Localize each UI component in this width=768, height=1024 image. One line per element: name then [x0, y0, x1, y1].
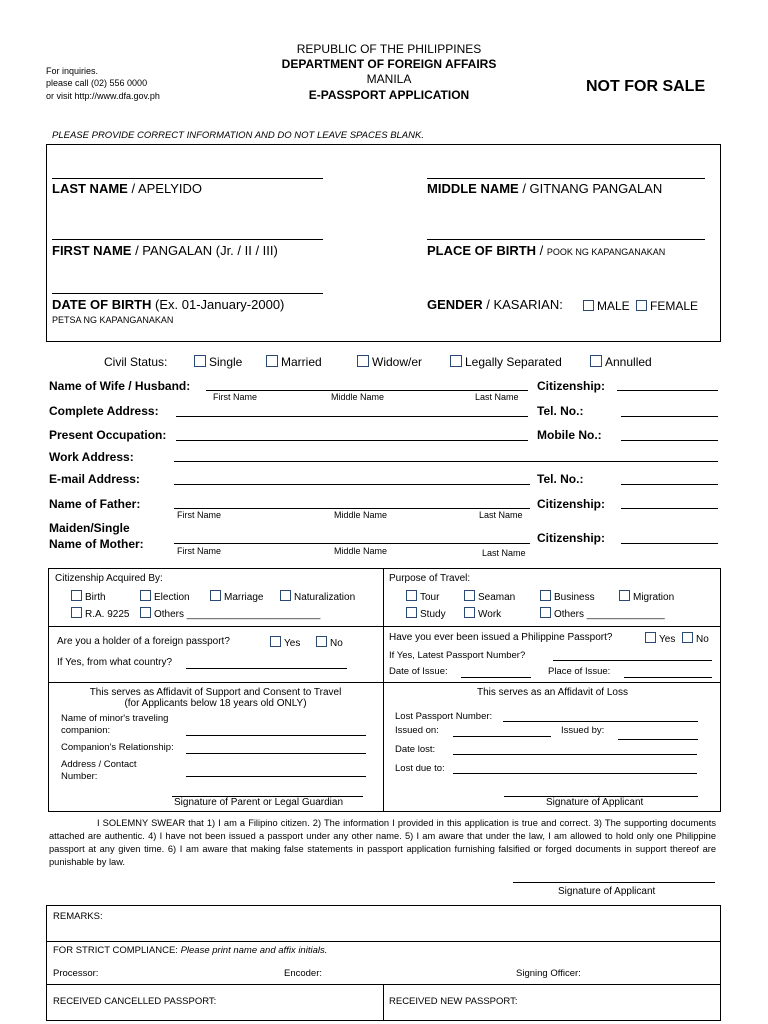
dob-sub-label: PETSA NG KAPANGANAKAN — [52, 315, 174, 325]
first-name-label: FIRST NAME / PANGALAN (Jr. / II / III) — [52, 243, 278, 258]
father-middle-sub: Middle Name — [334, 510, 388, 520]
civil-widow-option[interactable]: Widow/er — [357, 355, 422, 369]
tel-line[interactable] — [621, 416, 718, 417]
guardian-signature-label: Signature of Parent or Legal Guardian — [174, 797, 343, 808]
grid-divider-2 — [48, 682, 721, 683]
father-citizenship-line[interactable] — [621, 508, 718, 509]
received-cancelled-label: RECEIVED CANCELLED PASSPORT: — [53, 996, 217, 1007]
last-name-label: LAST NAME / APELYIDO — [52, 181, 203, 196]
checkbox-icon[interactable] — [194, 355, 206, 367]
mother-label-line1: Maiden/Single — [49, 521, 130, 535]
lost-due-line[interactable] — [453, 773, 697, 774]
republic-heading: REPUBLIC OF THE PHILIPPINES — [296, 42, 482, 56]
address-line[interactable] — [176, 416, 528, 417]
mother-last-sub: Last Name — [482, 548, 526, 558]
dob-line[interactable] — [52, 293, 323, 294]
checkbox-icon[interactable] — [590, 355, 602, 367]
mother-line[interactable] — [174, 543, 530, 544]
lost-due-label: Lost due to: — [395, 763, 445, 774]
ph-latest-line[interactable] — [553, 660, 712, 661]
issued-on-label: Issued on: — [395, 725, 439, 736]
date-lost-line[interactable] — [453, 754, 697, 755]
tel2-line[interactable] — [621, 484, 718, 485]
compliance-label: FOR STRICT COMPLIANCE: Please print name and affix initials. — [53, 945, 328, 956]
checkbox-icon[interactable] — [450, 355, 462, 367]
spouse-line[interactable] — [206, 390, 528, 391]
father-line[interactable] — [174, 508, 530, 509]
inquiry-line3: or visit http://www.dfa.gov.ph — [46, 91, 160, 101]
department-heading: DEPARTMENT OF FOREIGN AFFAIRS — [281, 57, 497, 71]
gender-female-option[interactable]: FEMALE — [636, 299, 698, 313]
checkbox-icon[interactable] — [464, 590, 475, 601]
cit-marriage-option[interactable]: Marriage — [210, 590, 263, 603]
encoder-label: Encoder: — [284, 968, 323, 979]
travel-seaman-option[interactable]: Seaman — [464, 590, 515, 603]
tel2-label: Tel. No.: — [537, 472, 584, 486]
ph-no-option[interactable]: No — [682, 632, 709, 645]
checkbox-icon[interactable] — [540, 590, 551, 601]
checkbox-icon[interactable] — [464, 607, 475, 618]
email-label: E-mail Address: — [49, 472, 140, 486]
checkbox-icon[interactable] — [406, 607, 417, 618]
travel-migration-option[interactable]: Migration — [619, 590, 674, 603]
checkbox-icon[interactable] — [140, 607, 151, 618]
support-address-line[interactable] — [186, 776, 366, 777]
office-divider-1 — [46, 941, 721, 942]
first-name-line[interactable] — [52, 239, 323, 240]
work-address-line[interactable] — [174, 461, 718, 462]
travel-work-option[interactable]: Work — [464, 607, 501, 620]
mobile-label: Mobile No.: — [537, 428, 602, 442]
companion-label1: Name of minor's traveling — [61, 713, 169, 724]
city-heading: MANILA — [366, 72, 412, 86]
father-last-sub: Last Name — [479, 510, 523, 520]
checkbox-icon[interactable] — [316, 636, 327, 647]
email-line[interactable] — [174, 484, 530, 485]
civil-status-label: Civil Status: — [104, 355, 168, 369]
checkbox-icon[interactable] — [645, 632, 656, 643]
date-lost-label: Date lost: — [395, 744, 436, 755]
spouse-last-sub: Last Name — [475, 392, 519, 402]
oath-signature-line[interactable] — [513, 882, 715, 883]
checkbox-icon[interactable] — [636, 300, 647, 311]
lost-number-label: Lost Passport Number: — [395, 711, 493, 722]
checkbox-icon[interactable] — [583, 300, 594, 311]
middle-name-label: MIDDLE NAME / GITNANG PANGALAN — [427, 181, 663, 196]
cit-birth-option[interactable]: Birth — [71, 590, 106, 603]
foreign-country-line[interactable] — [186, 668, 347, 669]
checkbox-icon[interactable] — [210, 590, 221, 601]
civil-separated-option[interactable]: Legally Separated — [450, 355, 562, 369]
mother-first-sub: First Name — [177, 546, 222, 556]
issued-by-line[interactable] — [618, 739, 698, 740]
grid-divider-1 — [48, 626, 721, 627]
occupation-line[interactable] — [176, 440, 528, 441]
father-first-sub: First Name — [177, 510, 222, 520]
signing-officer-label: Signing Officer: — [516, 968, 581, 979]
last-name-line[interactable] — [52, 178, 323, 179]
ph-place-issue-line[interactable] — [624, 677, 712, 678]
issued-by-label: Issued by: — [561, 725, 605, 736]
mother-middle-sub: Middle Name — [334, 546, 388, 556]
processor-label: Processor: — [53, 968, 99, 979]
spouse-middle-sub: Middle Name — [331, 392, 385, 402]
oath-paragraph: I SOLEMNY SWEAR that 1) I am a Filipino citizen. 2) The information I provided in this application is true and correct. 3) The supporting documents attached are authentic. 4) I have not been issued a passport under any other name. 5) I am aware that under the law, I am allowed to hold only one Philippine passport at any given time. 6) I am aware that making false statements in passport application furnishing falsified or forged documents in support thereof are punishable by law. — [49, 818, 716, 867]
companion-label2: companion: — [61, 725, 111, 736]
inquiry-line1: For inquiries. — [46, 66, 99, 76]
support-title2: (for Applicants below 18 years old ONLY) — [124, 698, 307, 709]
ph-latest-label: If Yes, Latest Passport Number? — [389, 650, 526, 661]
spouse-first-sub: First Name — [213, 392, 258, 402]
mobile-line[interactable] — [621, 440, 718, 441]
cit-others-option[interactable]: Others ________________________ — [140, 607, 320, 620]
checkbox-icon[interactable] — [406, 590, 417, 601]
travel-business-option[interactable]: Business — [540, 590, 595, 603]
civil-married-option[interactable]: Married — [266, 355, 322, 369]
cit-election-option[interactable]: Election — [140, 590, 190, 603]
mother-citizenship-label: Citizenship: — [537, 531, 605, 545]
travel-tour-option[interactable]: Tour — [406, 590, 439, 603]
mother-label-line2: Name of Mother: — [49, 537, 144, 551]
checkbox-icon[interactable] — [280, 590, 291, 601]
form-title: E-PASSPORT APPLICATION — [308, 88, 470, 102]
support-address-label1: Address / Contact — [61, 759, 137, 770]
father-citizenship-label: Citizenship: — [537, 497, 605, 511]
issued-on-line[interactable] — [453, 736, 551, 737]
foreign-passport-question: Are you a holder of a foreign passport? — [57, 636, 230, 647]
spouse-citizenship-label: Citizenship: — [537, 379, 605, 393]
middle-name-line[interactable] — [427, 178, 705, 179]
address-label: Complete Address: — [49, 404, 159, 418]
travel-others-option[interactable]: Others ______________ — [540, 607, 665, 620]
received-new-label: RECEIVED NEW PASSPORT: — [389, 996, 518, 1007]
oath-signature-label: Signature of Applicant — [558, 886, 656, 897]
companion-line[interactable] — [186, 735, 366, 736]
instruction-text: PLEASE PROVIDE CORRECT INFORMATION AND DO NOT LEAVE SPACES BLANK. — [52, 130, 424, 141]
loss-signature-label: Signature of Applicant — [546, 797, 644, 808]
civil-annulled-option[interactable]: Annulled — [590, 355, 652, 369]
checkbox-icon[interactable] — [71, 607, 82, 618]
checkbox-icon[interactable] — [682, 632, 693, 643]
dob-label: DATE OF BIRTH (Ex. 01-January-2000) — [52, 297, 285, 312]
tel-label: Tel. No.: — [537, 404, 584, 418]
cit-naturalization-option[interactable]: Naturalization — [280, 590, 355, 603]
work-address-label: Work Address: — [49, 450, 134, 464]
inquiry-line2: please call (02) 556 0000 — [46, 78, 148, 88]
not-for-sale-label: NOT FOR SALE — [586, 78, 706, 95]
relationship-line[interactable] — [186, 753, 366, 754]
remarks-label: REMARKS: — [53, 911, 103, 922]
loss-title: This serves as an Affidavit of Loss — [476, 687, 628, 698]
ph-date-issue-line[interactable] — [461, 677, 531, 678]
gender-male-option[interactable]: MALE — [583, 299, 630, 313]
checkbox-icon[interactable] — [71, 590, 82, 601]
ph-date-issue-label: Date of Issue: — [389, 666, 448, 677]
foreign-yes-option[interactable]: Yes — [270, 636, 300, 649]
citizenship-acquired-label: Citizenship Acquired By: — [55, 573, 163, 584]
ph-yes-option[interactable]: Yes — [645, 632, 675, 645]
office-divider-vertical — [383, 984, 384, 1021]
checkbox-icon[interactable] — [619, 590, 630, 601]
foreign-country-label: If Yes, from what country? — [57, 657, 173, 668]
lost-number-line[interactable] — [503, 721, 698, 722]
gender-label: GENDER / KASARIAN: — [427, 297, 563, 312]
spouse-citizenship-line[interactable] — [617, 390, 718, 391]
cit-ra-option[interactable]: R.A. 9225 — [71, 607, 129, 620]
ph-place-issue-label: Place of Issue: — [548, 666, 611, 677]
travel-study-option[interactable]: Study — [406, 607, 446, 620]
checkbox-icon[interactable] — [357, 355, 369, 367]
foreign-no-option[interactable]: No — [316, 636, 343, 649]
support-address-label2: Number: — [61, 771, 98, 782]
civil-single-option[interactable]: Single — [194, 355, 242, 369]
place-of-birth-label: PLACE OF BIRTH / POOK NG KAPANGANAKAN — [427, 243, 666, 258]
checkbox-icon[interactable] — [270, 636, 281, 647]
place-of-birth-line[interactable] — [427, 239, 705, 240]
support-title1: This serves as Affidavit of Support and Consent to Travel — [89, 687, 342, 698]
ph-passport-question: Have you ever been issued a Philippine Passport? — [389, 632, 613, 643]
travel-purpose-label: Purpose of Travel: — [389, 573, 471, 584]
spouse-label: Name of Wife / Husband: — [49, 379, 191, 393]
mother-citizenship-line[interactable] — [621, 543, 718, 544]
checkbox-icon[interactable] — [266, 355, 278, 367]
checkbox-icon[interactable] — [140, 590, 151, 601]
occupation-label: Present Occupation: — [49, 428, 167, 442]
father-label: Name of Father: — [49, 497, 141, 511]
checkbox-icon[interactable] — [540, 607, 551, 618]
relationship-label: Companion's Relationship: — [61, 742, 174, 753]
